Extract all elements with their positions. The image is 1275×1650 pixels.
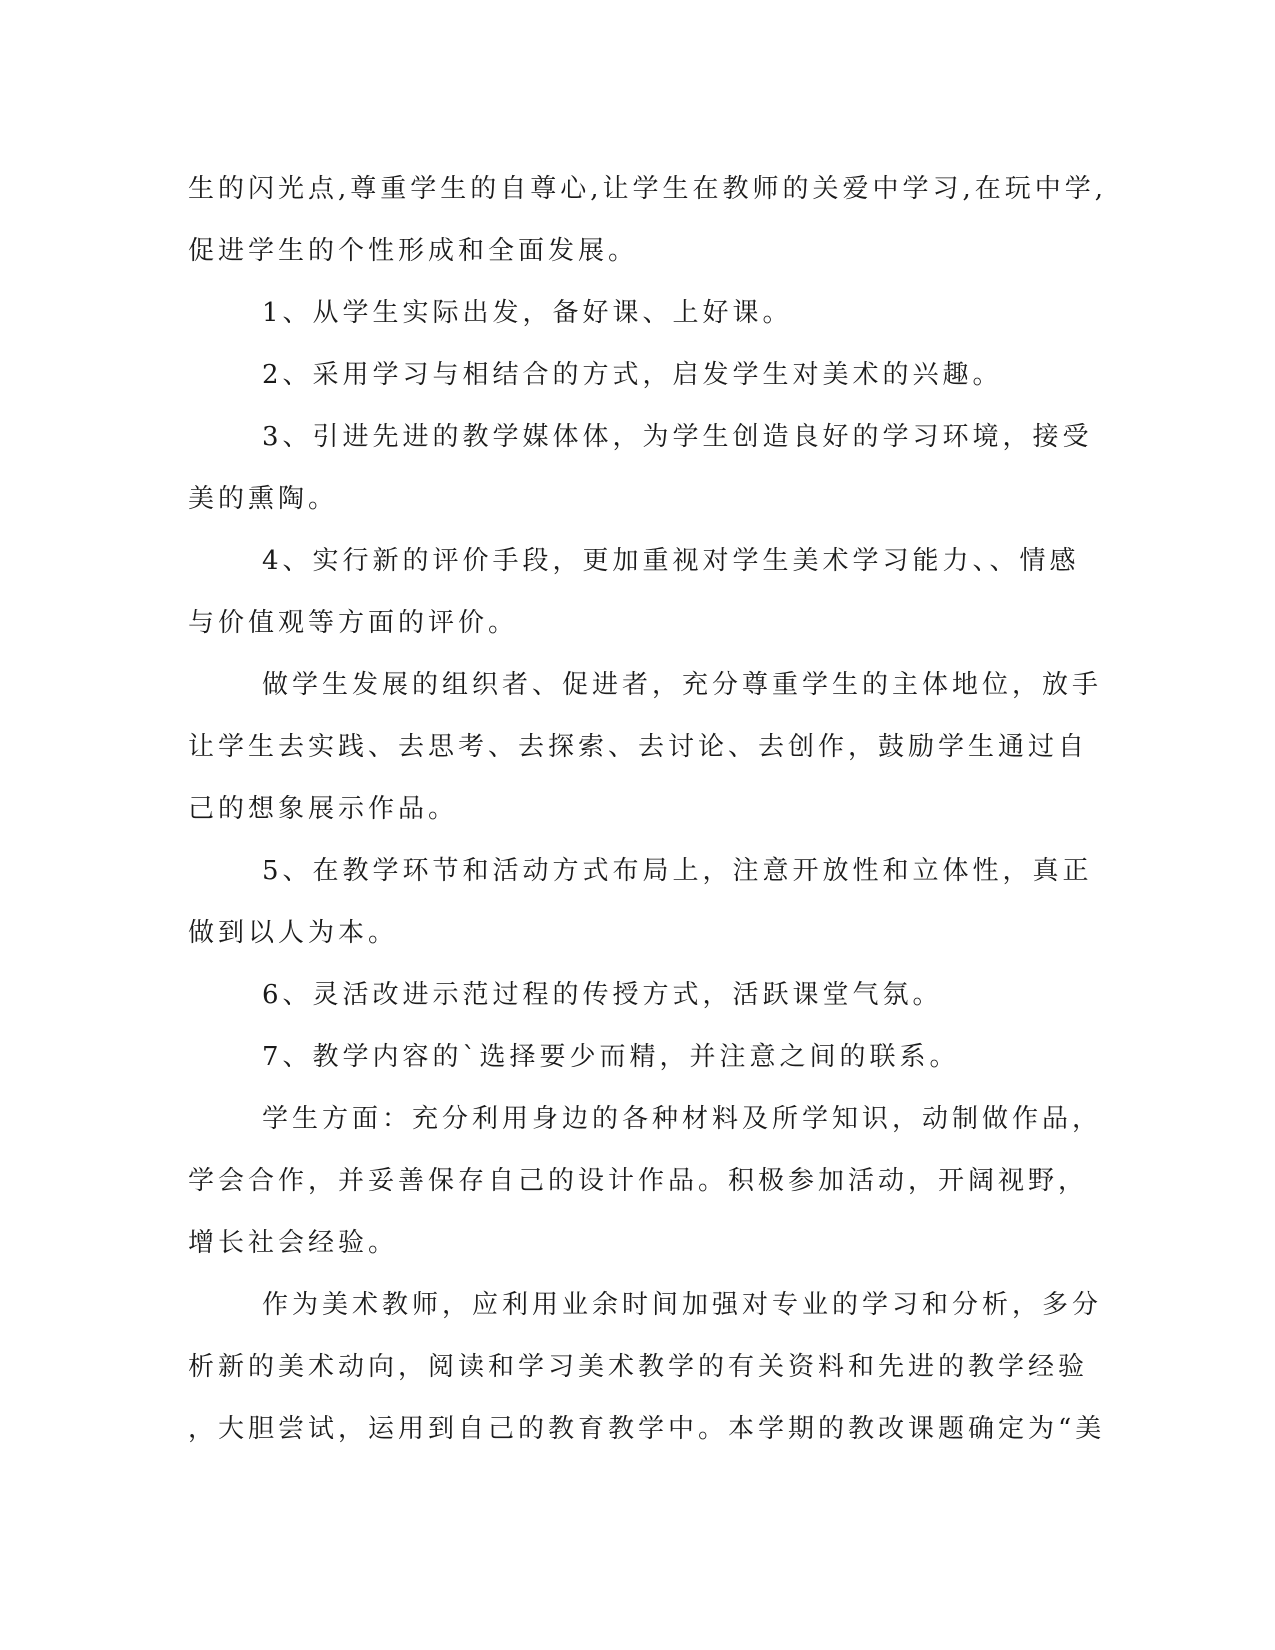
paragraph-start: 作为美术教师，应利用业余时间加强对专业的学习和分析，多分 [262,1290,1103,1320]
text-line: ，大胆尝试，运用到自己的教育教学中。本学期的教改课题确定为“美 [188,1414,1106,1444]
text-line: 做到以人为本。 [188,918,399,948]
text-line: 学会合作，并妥善保存自己的设计作品。积极参加活动，开阔视野， [188,1166,1089,1196]
list-item: 2、采用学习与相结合的方式，启发学生对美术的兴趣。 [262,360,1003,390]
text-line: 析新的美术动向，阅读和学习美术教学的有关资料和先进的教学经验 [188,1352,1089,1382]
paragraph-start: 学生方面：充分利用身边的各种材料及所学知识，动制做作品， [262,1104,1103,1134]
text-line: 生的闪光点,尊重学生的自尊心,让学生在教师的关爱中学习,在玩中学, [188,174,1108,204]
list-item: 3、引进先进的教学媒体体，为学生创造良好的学习环境，接受 [262,422,1093,452]
list-item: 5、在教学环节和活动方式布局上，注意开放性和立体性，真正 [262,856,1093,886]
paragraph-start: 做学生发展的组织者、促进者，充分尊重学生的主体地位，放手 [262,670,1103,700]
list-item: 4、实行新的评价手段，更加重视对学生美术学习能力、、情感 [262,546,1080,576]
text-line: 让学生去实践、去思考、去探索、去讨论、去创作，鼓励学生通过自 [188,732,1089,762]
text-line: 促进学生的个性形成和全面发展。 [188,236,639,266]
document-body [188,158,1108,1460]
text-line: 增长社会经验。 [188,1228,399,1258]
text-line: 己的想象展示作品。 [188,794,459,824]
list-item: 7、教学内容的`选择要少而精，并注意之间的联系。 [262,1042,960,1072]
list-item: 6、灵活改进示范过程的传授方式，活跃课堂气氛。 [262,980,943,1010]
text-line: 美的熏陶。 [188,484,339,514]
text-line: 与价值观等方面的评价。 [188,608,519,638]
list-item: 1、从学生实际出发，备好课、上好课。 [262,298,793,328]
